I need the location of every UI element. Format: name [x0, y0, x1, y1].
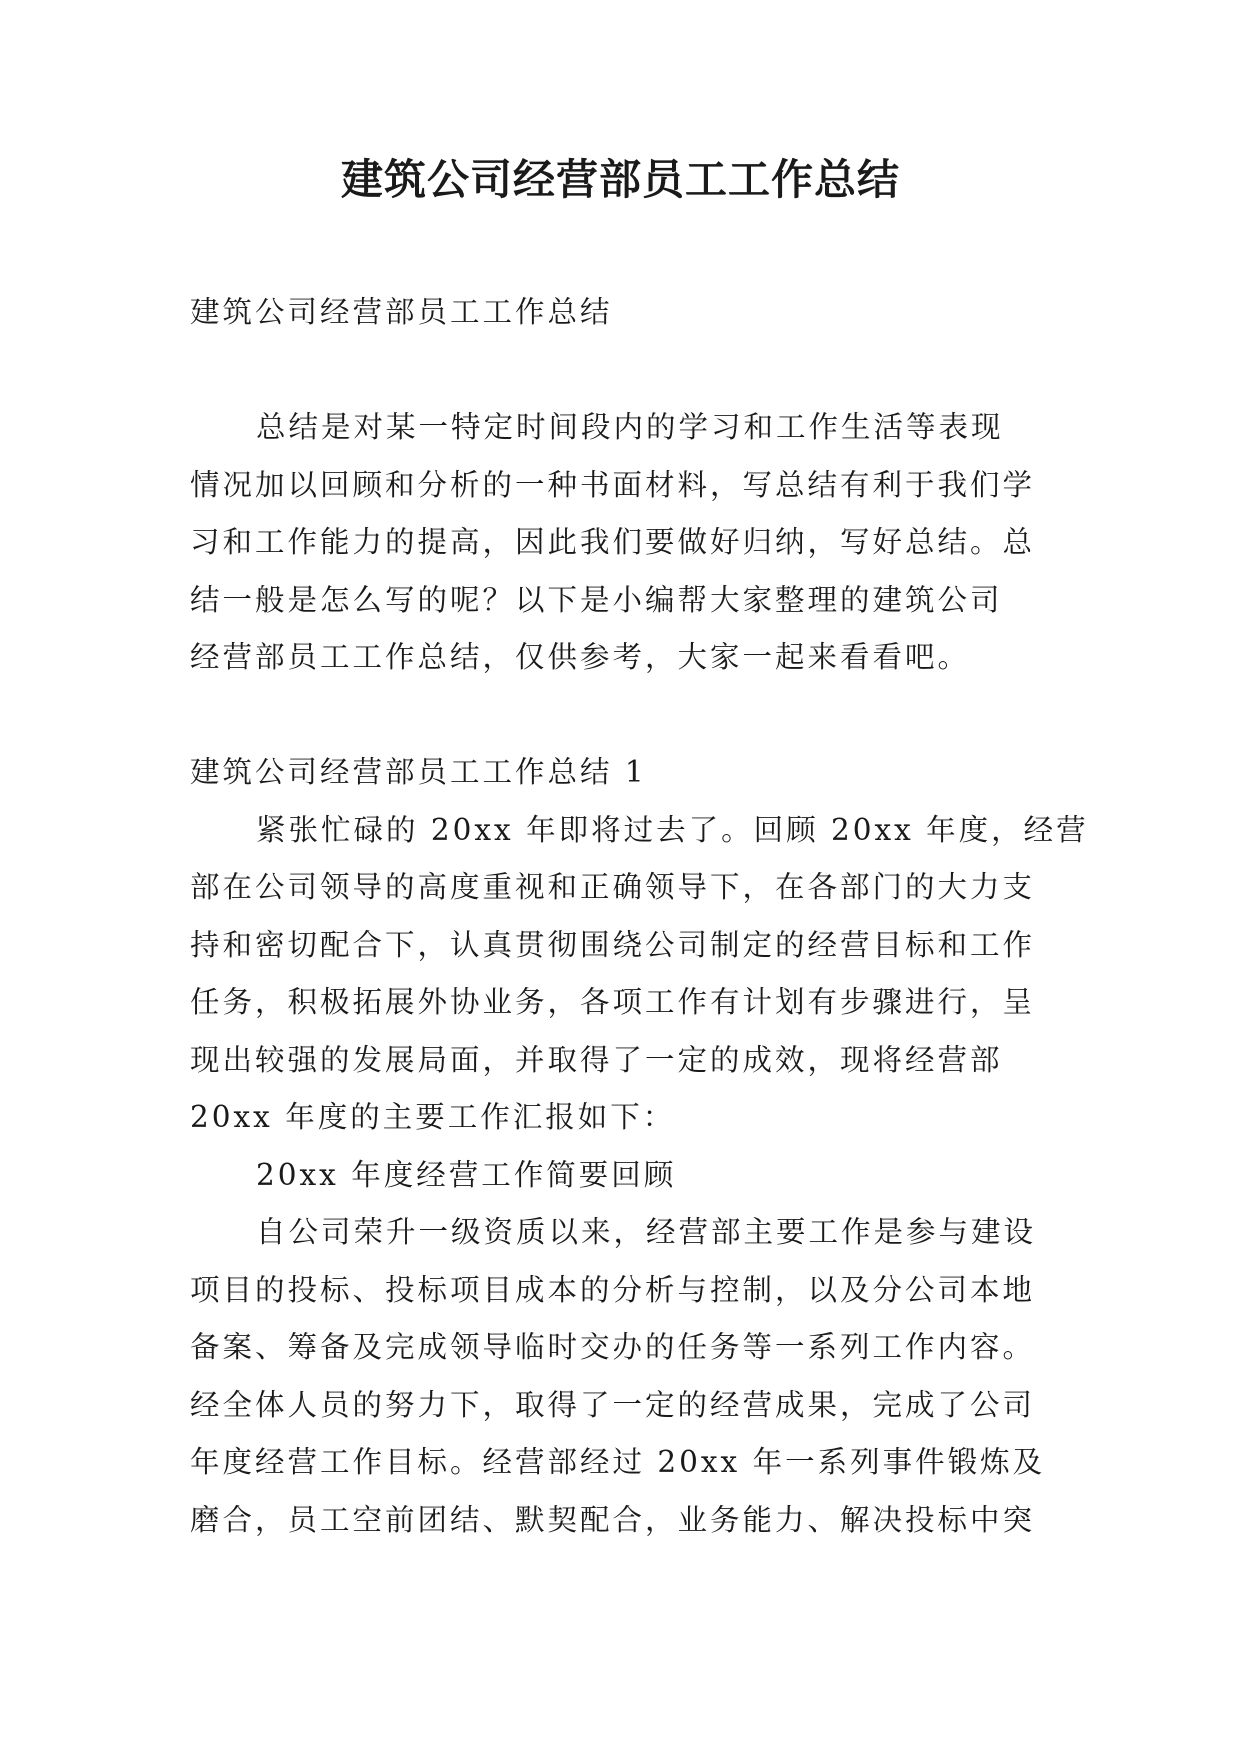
text-line: 经全体人员的努力下，取得了一定的经营成果，完成了公司	[190, 1387, 1036, 1422]
text-line: 备案、筹备及完成领导临时交办的任务等一系列工作内容。	[190, 1330, 1036, 1364]
text-line: 总结是对某一特定时间段内的学习和工作生活等表现	[256, 410, 1004, 444]
paragraph-spacer	[190, 687, 1060, 745]
text-line: 部在公司领导的高度重视和正确领导下，在各部门的大力支	[190, 870, 1036, 904]
text-line: 结一般是怎么写的呢？以下是小编帮大家整理的建筑公司	[190, 582, 1003, 617]
text-line: 现出较强的发展局面，并取得了一定的成效，现将经营部	[190, 1042, 1003, 1077]
text-line: 持和密切配合下，认真贯彻围绕公司制定的经营目标和工作	[190, 927, 1036, 962]
text-line: 紧张忙碌的 20xx 年即将过去了。回顾 20xx 年度，经营	[256, 812, 1089, 847]
text-line: 自公司荣升一级资质以来，经营部主要工作是参与建设	[256, 1215, 1037, 1249]
section-heading: 建筑公司经营部员工工作总结 1	[190, 755, 647, 789]
text-line: 磨合，员工空前团结、默契配合，业务能力、解决投标中突	[190, 1502, 1036, 1537]
intro-paragraph	[190, 399, 1060, 687]
document-title: 建筑公司经营部员工工作总结	[340, 155, 900, 204]
text-line: 经营部员工工作总结，仅供参考，大家一起来看看吧。	[190, 640, 971, 674]
text-line: 情况加以回顾和分析的一种书面材料，写总结有利于我们学	[190, 467, 1036, 502]
text-line: 习和工作能力的提高，因此我们要做好归纳，写好总结。总	[190, 525, 1036, 559]
text-line: 任务，积极拓展外协业务，各项工作有计划有步骤进行，呈	[190, 985, 1036, 1019]
document-body	[190, 284, 1089, 1549]
document-subtitle: 建筑公司经营部员工工作总结	[190, 295, 613, 329]
text-line: 项目的投标、投标项目成本的分析与控制，以及分公司本地	[190, 1272, 1036, 1307]
section-paragraph	[190, 802, 1089, 1147]
text-line: 20xx 年度的主要工作汇报如下：	[190, 1100, 676, 1134]
paragraph-spacer	[190, 342, 1060, 400]
sub-heading: 20xx 年度经营工作简要回顾	[256, 1157, 677, 1192]
review-paragraph	[190, 1204, 1060, 1549]
text-line: 年度经营工作目标。经营部经过 20xx 年一系列事件锻炼及	[190, 1445, 1046, 1479]
